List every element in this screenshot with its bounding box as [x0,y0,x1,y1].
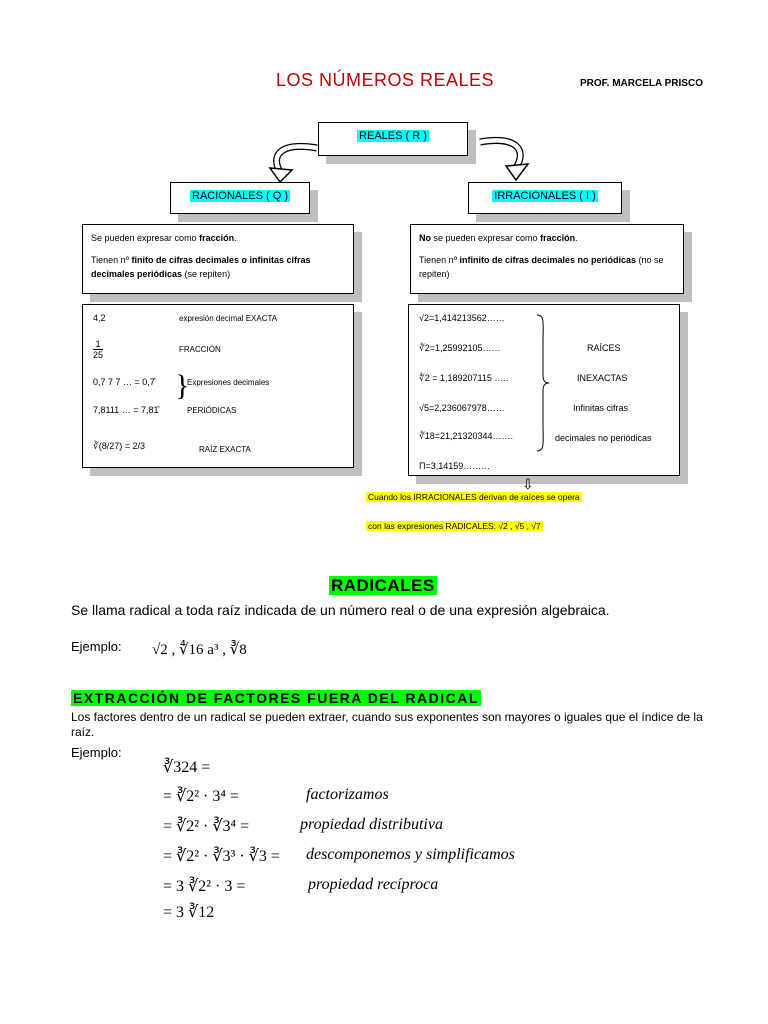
irracionales-definition-box [410,224,684,294]
reales-label: REALES ( R ) [359,130,427,142]
irracionales-def-line2: Tienen nº infinito de cifras decimales no periódicas (no se repiten) [419,255,664,279]
page-title: LOS NÚMEROS REALES [276,70,495,90]
radicales-heading: RADICALES [331,576,435,595]
example-decimal: 4,2 [93,313,106,323]
example-fraction: 1 25 [93,339,104,360]
example-exact-root: ∛(8/27) = 2/3 [93,441,146,451]
author-name: PROF. MARCELA PRISCO [580,78,703,89]
radicals-note-line1: Cuando los IRRACIONALES derivan de raíces se opera [368,492,580,502]
example-periodic-label-2: PERIÓDICAS [187,406,237,415]
irrational-example-1: √2=1,414213562…… [419,313,505,323]
extraccion-text: Los factores dentro de un radical se pueden extraer, cuando sus exponentes son mayores o iguales que el índice de la raíz. [71,710,703,739]
step-expr-2: = ∛2² · 3⁴ = [163,788,239,805]
step-expr-5: = 3 ∛2² · 3 = [163,878,246,895]
curved-arrow-right-icon [476,134,536,184]
irrational-example-2: ∛2=1,25992105…… [419,343,501,353]
example-label-2: Ejemplo: [71,745,122,760]
example-exact-root-label: RAÍZ EXACTA [199,445,251,454]
racionales-box [170,182,310,214]
step-expr-4: = ∛2² · ∛3³ · ∛3 = [163,848,280,865]
racionales-examples-box [82,304,354,468]
irracionales-examples-box [408,304,680,476]
irrational-label-no-periodicas: decimales no periódicas [555,433,652,443]
irrational-example-5: ∛18=21,21320344……. [419,431,514,441]
irrational-label-infinitas: Infinitas cifras [573,403,629,413]
racionales-def-line1: Se pueden expresar como fracción. [91,233,237,243]
example-periodic-label-1: Expresiones decimales [187,378,270,387]
racionales-label: RACIONALES ( Q ) [192,190,288,202]
irracionales-def-line1: No se pueden expresar como fracción. [419,233,578,243]
radicals-note-line2: con las expresiones RADICALES: √2 , √5 , √7 [368,521,541,531]
racionales-definition-box [82,224,354,294]
step-note-5: propiedad recíproca [308,876,439,893]
step-expr-1: ∛324 = [163,759,211,776]
step-note-3: propiedad distributiva [300,816,443,833]
example-label-1: Ejemplo: [71,639,122,654]
irracionales-label: IRRACIONALES ( I ) [494,190,596,202]
brace-large-icon [535,313,551,453]
reales-box [318,122,468,156]
irrational-example-4: √5=2,236067978…… [419,403,505,413]
irracionales-box [468,182,622,214]
example-periodic-2: 7,8111 … = 7,81̂ [93,405,159,415]
irrational-example-3: ∜2 = 1,189207115 ….. [419,373,509,383]
step-note-2: factorizamos [306,786,389,803]
example-fraction-label: FRACCIÓN [179,345,221,354]
radicales-example-math: √2 , ∜16 a³ , ∛8 [152,642,247,658]
racionales-def-line2: Tienen nº finito de cifras decimales o infinitas cifras decimales periódicas (se repiten) [91,255,311,279]
extraccion-heading: EXTRACCIÓN DE FACTORES FUERA DEL RADICAL [73,690,479,706]
step-note-4: descomponemos y simplificamos [306,846,515,863]
curved-arrow-left-icon [262,140,322,184]
example-periodic-1: 0,7 7 7 … = 0,7̂ [93,377,155,387]
irrational-example-6: Π=3,14159……… [419,461,491,471]
radicales-definition: Se llama radical a toda raíz indicada de un número real o de una expresión algebraica. [71,602,610,618]
brace-icon: } [175,369,190,402]
arrow-down-icon: ⇩ [522,476,534,492]
step-expr-6: = 3 ∛12 [163,904,215,921]
step-expr-3: = ∛2² · ∛3⁴ = [163,818,250,835]
example-decimal-label: expresión decimal EXACTA [179,314,278,323]
irrational-label-raices: RAÍCES [587,343,621,353]
irrational-label-inexactas: INEXACTAS [577,373,628,383]
